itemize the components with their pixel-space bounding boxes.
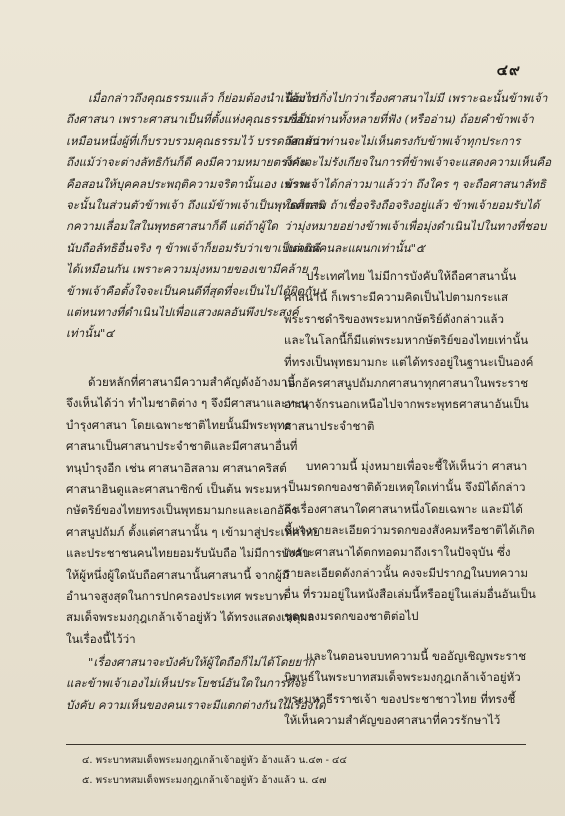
text-line: ข้าพเจ้าได้กล่าวมาแล้วว่า ถึงใคร ๆ จะถือศาสนาลัทธิ	[284, 176, 546, 191]
right-paragraph-5	[284, 646, 527, 732]
text-line: อำนาจสูงสุดในการปกครองประเทศ พระบาท	[66, 589, 287, 604]
text-line: ใดก็ตาม ถ้าเชื่อจริงถือจริงอยู่แล้ว ข้าพเจ้ายอมรับได้	[284, 198, 540, 213]
text-line: ชี้แจงรายละเอียดว่ามรดกของสังคมหรือชาติได้เกิด	[284, 523, 535, 538]
text-line: กษัตริย์ของไทยทรงเป็นพุทธมามกะและเอกอัคร	[66, 503, 298, 518]
text-line: ในเรื่องนี้ไว้ว่า	[66, 631, 136, 646]
text-line: ถึงศาสนา เพราะศาสนาเป็นที่ตั้งแห่งคุณธรรม เป็น	[66, 112, 314, 127]
text-line: "เรื่องศาสนาจะบังคับให้ผู้ใดถือก็ไม่ได้โดยยาก	[88, 655, 315, 669]
text-line: ถึงเรื่องศาสนาใดศาสนาหนึ่งโดยเฉพาะ และมิได้	[284, 501, 523, 516]
text-line: ถึงแม้ว่าจะต่างลัทธิกันก็ดี คงมีความหมายตรงกัน	[66, 155, 307, 170]
text-line: จะนั้นในส่วนตัวข้าพเจ้า ถึงแม้ข้าพเจ้าเป็นพุทธศาสนิ	[66, 198, 325, 213]
text-line: เมื่อกล่าวถึงคุณธรรมแล้ว ก็ย่อมต้องนำเนื่องไป	[88, 91, 318, 105]
text-line: ศาสนูปถัมภ์ ตั้งแต่ศาสนานั้น ๆ เข้ามาสู่ประเทศไทย	[66, 524, 320, 539]
left-paragraph-2	[66, 372, 320, 650]
text-line: ว่ามุ่งหมายอย่างข้าพเจ้าเพื่อมุ่งดำเนินไปในทางที่ชอบ	[284, 219, 547, 234]
text-line: อื่น ที่รวมอยู่ในหนังสือเล่มนี้หรืออยู่ในเล่มอื่นอันเป็น	[284, 587, 536, 602]
text-line: ให้เห็นความสำคัญของศาสนาที่ควรรักษาไว้	[284, 713, 501, 728]
text-line: ได้เหมือนกัน เพราะความมุ่งหมายของเขามีคล้าย ๆ	[66, 262, 318, 277]
text-line: เพราะศาสนาได้ตกทอดมาถึงเราในปัจจุบัน ซึ่ง	[284, 544, 511, 559]
right-paragraph-4	[284, 456, 536, 627]
text-line: ศาสนาประจำชาติ	[284, 418, 375, 433]
text-line: ได้มากกิ่งไปกว่าเรื่องศาสนาไม่มี เพราะฉะนั้นข้าพเจ้า	[284, 91, 548, 105]
text-line: กความเลื่อมใสในพุทธศาสนาก็ดี แต่ถ้าผู้ใด	[66, 219, 278, 234]
text-line: ประเทศไทย ไม่มีการบังคับให้ถือศาสนานั้น	[306, 269, 517, 283]
text-line: ด้วยหลักที่ศาสนามีความสำคัญดังอ้างมานี้	[88, 375, 296, 389]
text-line: ที่ทรงเป็นพุทธมามกะ แต่ได้ทรงอยู่ในฐานะเป็นองค์	[284, 354, 534, 369]
text-line: เท่านั้น"๔	[66, 326, 115, 341]
text-line: และในตอนจบบทความนี้ ขออัญเชิญพระราช	[306, 649, 527, 663]
text-line: ก็คงจะไม่รังเกียจในการที่ข้าพเจ้าจะแสดงความเห็นคือ	[284, 155, 552, 170]
text-line: และประชาชนคนไทยยอมรับนับถือ ไม่มีการบังคับ	[66, 546, 310, 561]
text-line: แต่เดินคนละแผนกเท่านั้น"๕	[284, 240, 425, 255]
text-line: นับถือลัทธิอื่นจริง ๆ ข้าพเจ้าก็ยอมรับว่าเขาเป็นคนดี	[66, 240, 320, 255]
text-line: และข้าพเจ้าเองไม่เห็นประโยชน์อันใดในการที่จะ	[66, 676, 307, 691]
text-line: คือสอนให้บุคคลประพฤติความจริตานั้นเอง เพราะ	[66, 176, 311, 191]
text-line: จึงเห็นได้ว่า ทำไมชาติต่าง ๆ จึงมีศาสนาและทะนุ	[66, 396, 309, 411]
left-quote-1	[66, 88, 326, 345]
text-line: เหมือนหนึ่งผู้ที่เก็บรวบรวมคุณธรรมไว้ บรรดาศาสนา	[66, 133, 326, 148]
text-line: และในโลกนี้ก็มีแต่พระมหากษัตริย์ของไทยเท่านั้น	[284, 333, 529, 348]
footnotes	[66, 744, 526, 791]
text-line: อาณาจักรนอกเหนือไปจากพระพุทธศาสนาอันเป็น	[284, 397, 529, 412]
text-line: ศาสนาเป็นศาสนาประจำชาติและมีศาสนาอื่นที่	[66, 439, 298, 454]
text-line: บังคับ ความเห็นของคนเราจะมีแตกต่างกันในเรื่องใด	[66, 697, 326, 712]
footnote: ๔. พระบาทสมเด็จพระมงกุฎเกล้าเจ้าอยู่หัว อ้างแล้ว น.๔๓ - ๔๔	[82, 755, 347, 766]
text-line: บำรุงศาสนา โดยเฉพาะชาติไทยนั้นมีพระพุทธ	[66, 417, 292, 432]
text-line: ทนุบำรุงอีก เช่น ศาสนาอิสลาม ศาสนาคริสต์	[66, 460, 287, 475]
text-line: เชื่อว่าท่านทั้งหลายที่ฟัง (หรืออ่าน) ถ้อยคำข้าพเจ้า	[284, 112, 534, 127]
text-line: เอกอัครศาสนูปถัมภกศาสนาทุกศาสนาในพระราช	[284, 376, 529, 391]
right-quote-continued	[284, 88, 552, 259]
footnote: ๕. พระบาทสมเด็จพระมงกุฎเกล้าเจ้าอยู่หัว อ้างแล้ว น. ๔๗	[82, 775, 327, 786]
text-line: เป็นมรดกของชาติด้วยเหตุใดเท่านั้น จึงมิได้กล่าว	[284, 480, 526, 495]
page-number: ๔๙	[496, 61, 521, 79]
text-line: ถึงแม้ว่าท่านจะไม่เห็นตรงกับข้าพเจ้าทุกประการ	[284, 133, 521, 148]
text-line: บทความนี้ มุ่งหมายเพื่อจะชี้ให้เห็นว่า ศาสนา	[306, 459, 528, 473]
text-line: ข้าพเจ้าคือตั้งใจจะเป็นคนดีที่สุดที่จะเป็นไปได้ผิดกัน	[66, 283, 320, 298]
text-line: ให้ผู้หนึ่งผู้ใดนับถือศาสนานั้นศาสนานี้ จากผู้มี	[66, 567, 290, 582]
text-line: ชุดของมรดกของชาติต่อไป	[284, 608, 419, 623]
text-line: รายละเอียดดังกล่าวนั้น คงจะมีปรากฏในบทความ	[284, 566, 528, 581]
left-quote-2	[66, 652, 326, 716]
text-line: นิพนธ์ในพระบาทสมเด็จพระมงกุฎเกล้าเจ้าอยู่หัว	[284, 670, 521, 685]
text-line: แต่หนทางที่ดำเนินไปเพื่อแสวงผลอันพึงประสงค์	[66, 305, 299, 320]
right-paragraph-3	[284, 266, 534, 437]
text-line: ศาสนาฮินดูและศาสนาซิกข์ เป็นต้น พระมหา	[66, 482, 287, 497]
text-line: พระราชดำริของพระมหากษัตริย์ดังกล่าวแล้ว	[284, 311, 505, 326]
text-line: สมเด็จพระมงกุฎเกล้าเจ้าอยู่หัว ได้ทรงแสดงเหตุผล	[66, 610, 315, 625]
text-line: ศาสนานี้ ก็เพราะมีความคิดเป็นไปตามกระแส	[284, 290, 509, 305]
text-line: พระมหาธีรราชเจ้า ของประชาชาวไทย ที่ทรงชี้	[284, 691, 516, 706]
